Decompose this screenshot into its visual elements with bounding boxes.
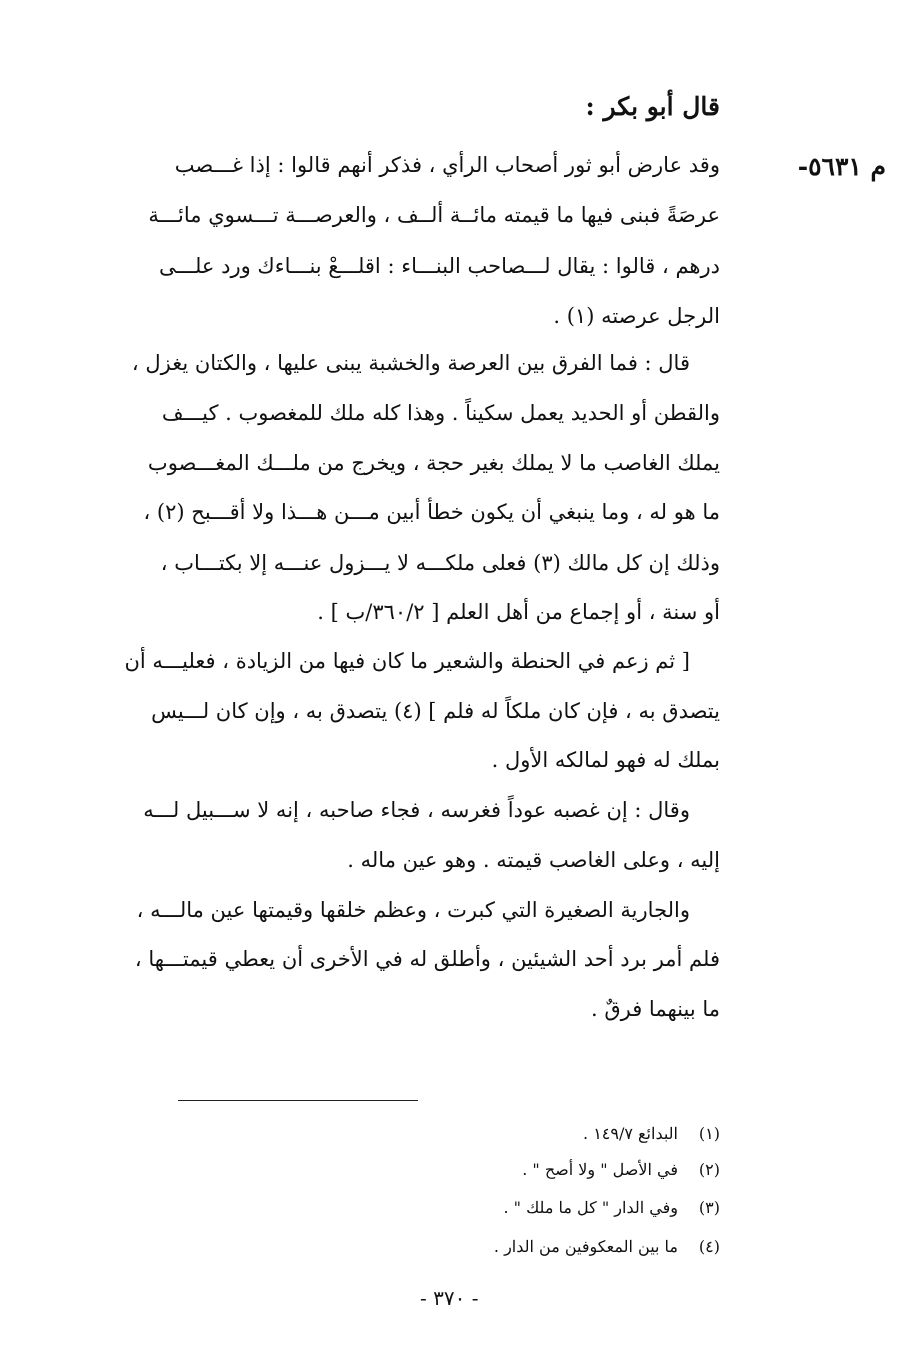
text-line: عرصَةً فبنى فيها ما قيمته مائــة ألــف ، والعرصـــة تـــسوي مائـــة (148, 203, 720, 227)
footnote-number: (٢) (698, 1160, 720, 1179)
text-line: وقال : إن غصبه عوداً فغرسه ، فجاء صاحبه ، إنه لا ســـبيل لـــه (143, 798, 690, 822)
footnote-text: ما بين المعكوفين من الدار . (493, 1237, 678, 1256)
text-line: الرجل عرصته (١) . (553, 304, 720, 328)
text-line: يتصدق به ، فإن كان ملكاً له فلم ] (٤) يتصدق به ، وإن كان لـــيس (151, 699, 720, 723)
text-line: ما هو له ، وما ينبغي أن يكون خطأ أبين مـــن هـــذا ولا أقـــبح (٢) ، (143, 500, 720, 524)
section-heading: قال أبو بكر : (585, 92, 720, 121)
footnote (522, 1160, 720, 1179)
footnote-number: (١) (698, 1124, 720, 1143)
text-line: ما بينهما فرقٌ . (590, 997, 720, 1021)
text-line: والقطن أو الحديد يعمل سكيناً . وهذا كله ملك للمغصوب . كيـــف (161, 401, 720, 425)
text-line: بملك له فهو لمالكه الأول . (491, 748, 720, 772)
text-line: إليه ، وعلى الغاصب قيمته . وهو عين ماله . (347, 848, 720, 872)
footnote (494, 1237, 720, 1256)
entry-number: م ٥٦٣١- (797, 152, 886, 181)
text-line: وذلك إن كل مالك (٣) فعلى ملكـــه لا يـــزول عنـــه إلا بكتـــاب ، (160, 551, 720, 575)
footnote (583, 1124, 720, 1143)
page-number: - ٣٧٠ - (420, 1286, 479, 1310)
text-line: وقد عارض أبو ثور أصحاب الرأي ، فذكر أنهم قالوا : إذا غـــصب (174, 153, 720, 177)
text-line: [ ثم زعم في الحنطة والشعير ما كان فيها من الزيادة ، فعليـــه أن (124, 649, 690, 673)
footnote-text: وفي الدار " كل ما ملك " . (503, 1198, 678, 1217)
text-line: والجارية الصغيرة التي كبرت ، وعظم خلقها وقيمتها عين مالـــه ، (136, 898, 690, 922)
text-line: درهم ، قالوا : يقال لـــصاحب البنـــاء : اقلـــعْ بنـــاءك ورد علـــى (158, 254, 720, 278)
footnote-number: (٣) (698, 1198, 720, 1217)
footnote (503, 1198, 720, 1217)
footnote-number: (٤) (698, 1237, 720, 1256)
text-line: قال : فما الفرق بين العرصة والخشبة يبنى عليها ، والكتان يغزل ، (131, 351, 690, 375)
footnote-text: في الأصل " ولا أصح " . (522, 1160, 678, 1179)
text-line: يملك الغاصب ما لا يملك بغير حجة ، ويخرج من ملـــك المغـــصوب (147, 451, 720, 475)
footnote-separator (178, 1100, 418, 1101)
text-line: فلم أمر برد أحد الشيئين ، وأطلق له في الأخرى أن يعطي قيمتـــها ، (134, 947, 720, 971)
text-line: أو سنة ، أو إجماع من أهل العلم [ ٣٦٠/٢/ب ] . (317, 600, 720, 624)
footnote-text: البدائع ١٤٩/٧ . (583, 1124, 678, 1143)
